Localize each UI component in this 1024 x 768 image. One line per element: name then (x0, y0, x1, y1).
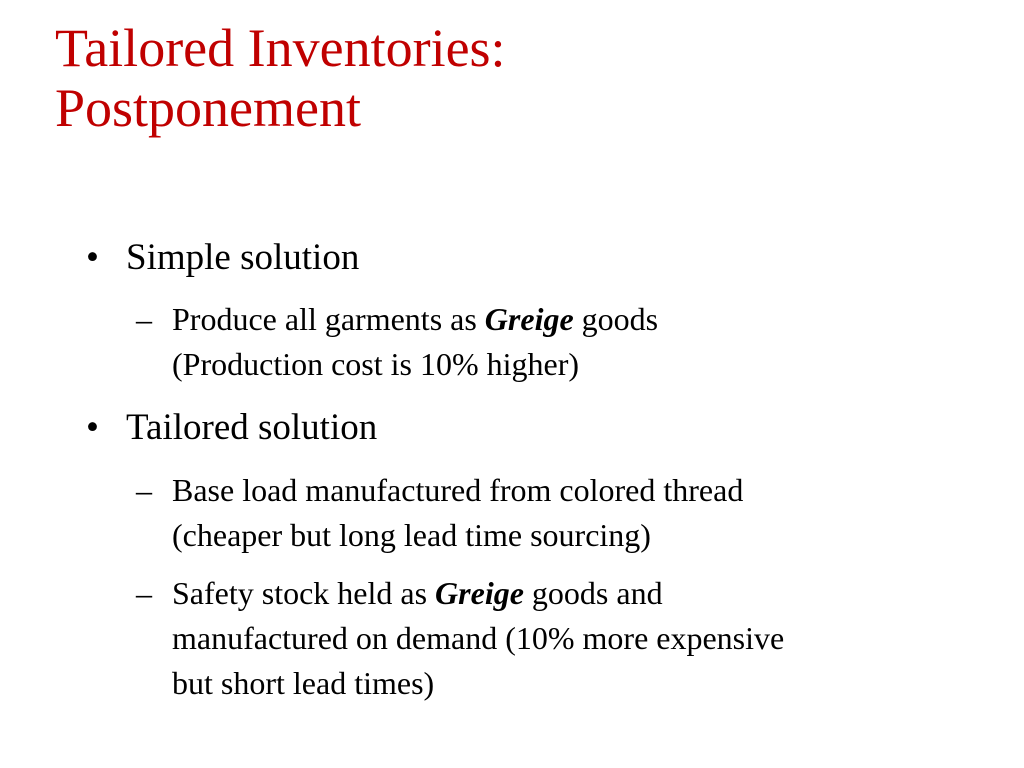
emphasis-greige: Greige (435, 575, 524, 611)
bullet-marker: • (86, 407, 99, 448)
text-segment: (Production cost is 10% higher) (172, 346, 580, 382)
sub-bullet-safety-stock (136, 571, 976, 706)
text-segment: Base load manufactured from colored thread (172, 472, 744, 508)
sub-bullet-text (172, 468, 976, 558)
bullet-text: Simple solution (126, 237, 360, 278)
sub-bullet-text (172, 571, 976, 706)
bullet-marker: • (86, 237, 99, 278)
text-segment: Safety stock held as (172, 575, 436, 611)
dash-marker: – (136, 575, 152, 611)
emphasis-greige: Greige (484, 301, 574, 337)
sub-bullet-base-load (136, 468, 976, 558)
bullet-tailored-solution (86, 406, 377, 450)
dash-marker: – (136, 472, 152, 508)
sub-bullet-text (172, 297, 976, 387)
sub-bullet-greige-goods (136, 297, 976, 387)
text-segment: (cheaper but long lead time sourcing) (172, 517, 651, 553)
text-segment: Produce all garments as (172, 301, 485, 337)
title-line-2: Postponement (55, 78, 361, 138)
text-segment: goods and (523, 575, 663, 611)
bullet-text: Tailored solution (126, 407, 378, 448)
text-segment: but short lead times) (172, 665, 435, 701)
text-segment: goods (573, 301, 659, 337)
bullet-simple-solution (86, 236, 359, 280)
title-line-1: Tailored Inventories: (55, 18, 506, 78)
text-segment: manufactured on demand (10% more expensive (172, 620, 785, 656)
dash-marker: – (136, 301, 152, 337)
slide-title (55, 18, 995, 138)
